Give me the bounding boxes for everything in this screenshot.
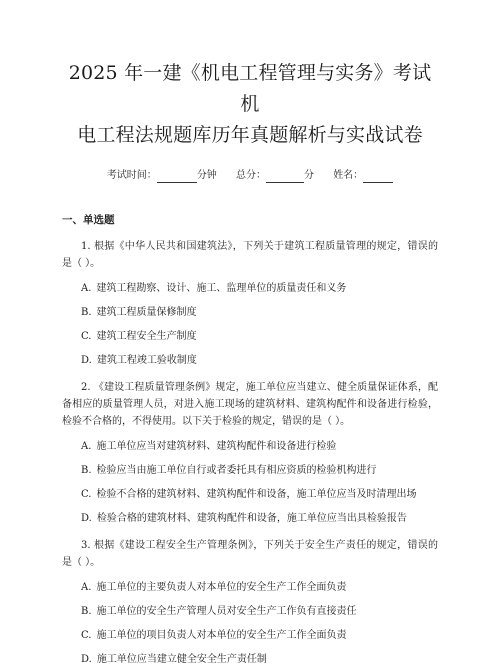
total-score-unit: 分 [304,170,314,181]
exam-title-line-2: 电工程法规题库历年真题解析与实战试卷 [77,124,423,146]
option-text: 建筑工程安全生产制度 [96,331,197,342]
option-a [62,282,438,296]
exam-time-unit: 分钟 [196,170,217,181]
option-key: D. [81,355,92,366]
exam-title [62,58,438,151]
option-text: 检验不合格的建筑材料、建筑构配件和设备，施工单位应当及时清理出场 [96,489,417,500]
option-text: 施工单位的主要负责人对本单位的安全生产工作全面负责 [96,582,347,593]
option-b [62,605,438,619]
question-stem: 3. 根据《建设工程安全生产管理条例》，下列关于安全生产责任的规定，错误的是（ ）。 [62,540,438,568]
option-text: 施工单位应当建立健全安全生产责任制 [96,654,267,665]
option-key: D. [81,654,92,665]
question-2 [62,379,438,526]
exam-time-blank [157,170,197,183]
option-a [62,581,438,595]
option-key: A. [81,441,92,452]
option-b [62,464,438,478]
option-d [62,354,438,368]
option-c [62,330,438,344]
option-d [62,653,438,667]
exam-title-line-1: 2025 年一建《机电工程管理与实务》考试机 [68,62,432,115]
option-d [62,512,438,526]
option-a [62,440,438,454]
exam-time-label: 考试时间： [106,170,157,181]
total-score-label: 总分： [236,170,266,181]
option-text: 施工单位的项目负责人对本单位的安全生产工作全面负责 [96,630,347,641]
option-text: 施工单位的安全生产管理人员对安全生产工作负有直接责任 [96,606,357,617]
section-title: 一、单选题 [62,214,115,226]
option-text: 检验合格的建筑材料、建筑构配件和设备，施工单位应当出具检验报告 [96,513,407,524]
name-field [333,170,393,181]
option-key: C. [81,630,92,641]
option-c [62,629,438,643]
option-text: 建筑工程竣工验收制度 [96,355,197,366]
option-key: B. [81,307,92,318]
option-text: 检验应当由施工单位自行或者委托具有相应资质的检验机构进行 [96,465,377,476]
option-key: B. [81,606,92,617]
option-key: A. [81,283,92,294]
option-key: C. [81,489,92,500]
question-3 [62,537,438,667]
option-key: C. [81,331,92,342]
total-score-blank [266,170,304,183]
option-text: 建筑工程勘察、设计、施工、监理单位的质量责任和义务 [96,283,347,294]
question-stem: 1. 根据《中华人民共和国建筑法》，下列关于建筑工程质量管理的规定，错误的是（ ）。 [62,241,438,269]
option-text: 建筑工程质量保修制度 [96,307,197,318]
question-stem: 2. 《建设工程质量管理条例》规定，施工单位应当建立、健全质量保证体系，配备相应的质量管理人员，对进入施工现场的建筑材料、建筑构配件和设备进行检验，检验不合格的，不得使用。以下关于检验的规定，错误的是（ ）。 [62,382,438,427]
option-key: D. [81,513,92,524]
question-1 [62,238,438,368]
total-score-field [236,170,317,181]
exam-time-field [107,170,220,181]
option-c [62,488,438,502]
option-b [62,306,438,320]
option-text: 施工单位应当对建筑材料、建筑构配件和设备进行检验 [96,441,337,452]
name-blank [363,170,393,183]
name-label: 姓名： [333,170,364,181]
option-key: A. [81,582,92,593]
option-key: B. [81,465,92,476]
exam-meta [62,169,438,183]
